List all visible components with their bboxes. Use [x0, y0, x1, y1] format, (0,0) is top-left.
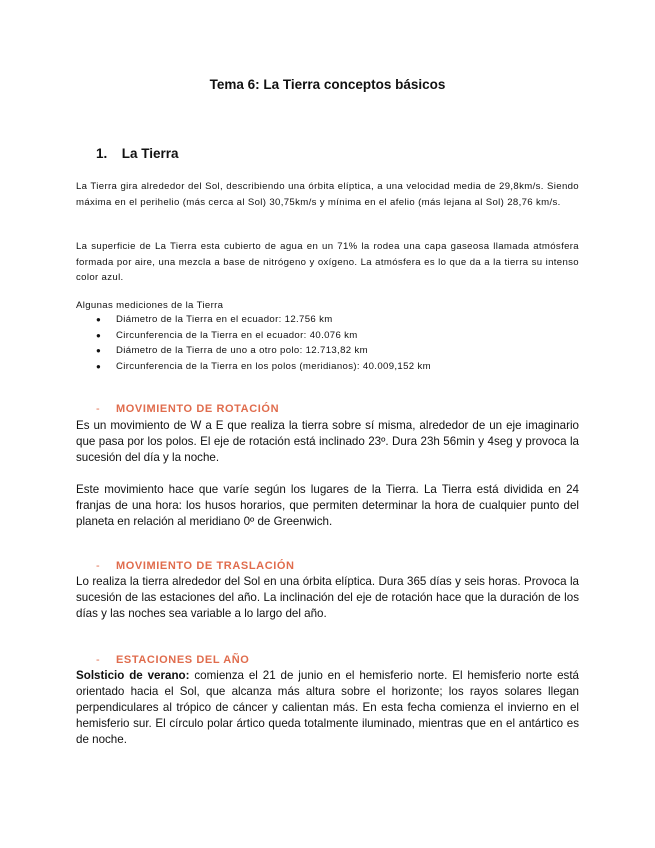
subsection-heading-text: ESTACIONES DEL AÑO — [116, 654, 250, 666]
page-title: Tema 6: La Tierra conceptos básicos — [209, 77, 446, 92]
section-heading-la-tierra — [96, 146, 179, 161]
bullet-icon: ● — [96, 361, 102, 371]
list-item-text: Diámetro de la Tierra de uno a otro polo: 12.713,82 km — [116, 345, 368, 356]
list-item — [96, 359, 431, 375]
paragraph-orbit: La Tierra gira alrededor del Sol, describiendo una órbita elíptica, a una velocidad media de 29,8km/s. Siendo máxima en el perihelio (más cerca al Sol) 30,75km/s y mínima en el afelio (más lejana al Sol) 28,76 km/s. — [76, 181, 579, 208]
list-item — [96, 328, 431, 344]
list-item — [96, 312, 431, 328]
paragraph-summer-solstice — [76, 668, 579, 748]
bullet-icon: ● — [96, 346, 102, 355]
subsection-heading-text: MOVIMIENTO DE ROTACIÓN — [116, 403, 280, 415]
paragraph-translation: Lo realiza la tierra alrededor del Sol en una órbita elíptica. Dura 365 días y seis horas. Provoca la sucesión de las estaciones del año. La inclinación del eje de rotación hace que la duración de los días y las noches sea variable a lo largo del año. — [76, 575, 579, 620]
list-item-text: Circunferencia de la Tierra en el ecuador: 40.076 km — [116, 329, 358, 341]
section-number: 1. — [96, 146, 108, 161]
dash-marker: - — [96, 654, 101, 666]
bullet-icon: ● — [96, 315, 102, 324]
term-label: Solsticio de verano: — [76, 669, 190, 682]
term-definition: comienza el 21 de junio en el hemisferio norte. El hemisferio norte está orientado hacia el Sol, que alcanza más altura sobre el horizonte; los rayos solares llegan perpendiculares al trópico de cáncer y calientan más. En esta fecha comienza el invierno en el hemisferio sur. El círculo polar ártico queda totalmente iluminado, mientras que en el antártico es de noche. — [76, 669, 579, 746]
section-heading-text: La Tierra — [121, 146, 179, 161]
list-item-text: Circunferencia de la Tierra en los polos (meridianos): 40.009,152 km — [116, 360, 431, 372]
list-item — [96, 343, 431, 359]
subsection-heading-rotation — [96, 403, 279, 415]
list-item-text: Diámetro de la Tierra en el ecuador: 12.756 km — [116, 314, 333, 325]
measurements-list — [96, 312, 431, 374]
measurements-intro: Algunas mediciones de la Tierra — [76, 300, 224, 311]
paragraph-rotation-1: Es un movimiento de W a E que realiza la tierra sobre sí misma, alrededor de un eje imaginario que pasa por los polos. El eje de rotación está inclinado 23º. Dura 23h 56min y 4seg y provoca la sucesión del día y la noche. — [76, 419, 579, 464]
paragraph-rotation-2: Este movimiento hace que varíe según los lugares de la Tierra. La Tierra está dividida en 24 franjas de una hora: los husos horarios, que permiten determinar la hora de cualquier punto del planeta en relación al meridiano 0º de Greenwich. — [76, 483, 579, 528]
subsection-heading-seasons — [96, 654, 249, 666]
paragraph-surface: La superficie de La Tierra esta cubierto de agua en un 71% la rodea una capa gaseosa llamada atmósfera formada por aire, una mezcla a base de nitrógeno y oxígeno. La atmósfera es lo que da a la tierra su intenso color azul. — [76, 241, 579, 283]
subsection-heading-text: MOVIMIENTO DE TRASLACIÓN — [116, 560, 295, 572]
dash-marker: - — [96, 560, 101, 572]
subsection-heading-translation — [96, 560, 295, 572]
bullet-icon: ● — [96, 330, 102, 340]
dash-marker: - — [96, 403, 101, 415]
